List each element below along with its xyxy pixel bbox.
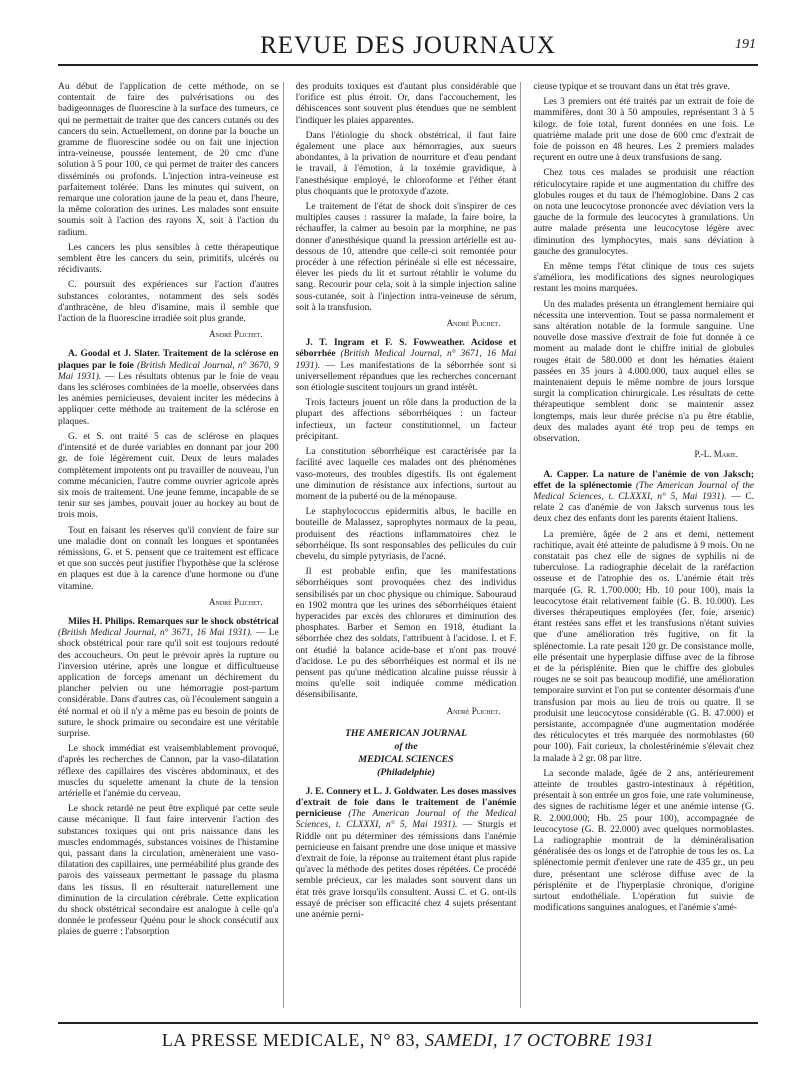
paragraph: Le staphylococcus epidermitis albus, le bacille en bouteille de Malassez, saprophytes normaux de la peau, produisent des réactions inflammatoires chez le séborrhéique. Ils sont responsables des pellicules du cuir chevelu, du simple pytyriasis, de l'acné. (295, 507, 517, 562)
article-text: — Sturgis et Riddle ont pu déterminer des rémissions dans l'anémie pernicieuse en faisant prendre une dose unique et massive d'extrait de foie, la réponse au traitement étant plus rapide qu'avec la méthode des petites doses répétées. Ce procédé semble précieux, car les malades sont souvent dans un état très grave lorsqu'ils consultent. Aussi C. et G. ont-ils essayé de préciser son efficacité chez 4 sujets présentant une anémie perni- (295, 820, 517, 920)
article-philips (58, 617, 279, 740)
column-1 (58, 82, 284, 1008)
paragraph: Au début de l'application de cette méthode, on se contentait de faire des pulvérisations ou des badigeonnages de fluorescine à la surface des tumeurs, ce qui ne permettait de traiter que des cancers cutanés ou des cancers du sein. Actuellement, on donne par la bouche un gramme de fluorescine sodée ou on fait une injection intra-veineuse, poussée lentement, de 20 cmc d'une solution à 5 pour 100, ce qui permet de traiter des cancers disséminés ou profonds. L'injection intra-veineuse est parfaitement tolérée. Dans les minutes qui suivent, on remarque une coloration jaune de la peau et, dans l'heure, la même coloration des urines. Les malades sont ensuite soumis soit à l'action des rayons X, soit à l'action du radium. (58, 82, 279, 238)
paragraph: Un des malades présenta un étranglement herniaire qui nécessita une intervention. Tout se passa normalement et sans altération notable de la formule sanguine. Une nouvelle dose massive d'extrait de foie fut donnée à ce moment au malade dont le chiffre initial de globules rouges était de 580.000 et dont les hématies étaient passées en 35 jours à 4.000.000, taux auquel elles se maintenaient depuis le même nombre de jours lorsque surgit la complication chirurgicale. Les résultats de cette thérapeutique semblent donc se maintenir assez longtemps, mais leur durée précise n'a pu être établie, deux des malades ayant été trop peu de temps en observation. (533, 299, 755, 445)
article-source: (British Medical Journal, n° 3670, 9 Mai 1931). (58, 360, 279, 382)
paragraph: cieuse typique et se trouvant dans un état très grave. (533, 82, 730, 92)
article-source: (The American Journal of the Medical Sciences, t. CLXXXI, n° 5, Mai 1931). (295, 809, 517, 831)
article-source: (British Medical Journal, n° 3671, 16 Mai 1931). (295, 349, 517, 371)
paragraph: Il est probable enfin, que les manifestations séborrhéiques sont provoquées chez des individus sensibilisés par un choc physique ou chimique. Sabouraud en 1902 montra que les urines des séborrhéiques étaient hyperacides par excès des chlorures et diminution des phosphates. Barber et Semon en 1918, étudiant la séborrhée chez des soldats, l'attribuent à l'acidose. I. et F. ont étudié la balance acide-base et n'ont pas trouvé d'acidose. Le pu des séborrhéiques est normal et ils ne pensent pas qu'une médication alcaline puisse réussir à moins qu'elle soit indiquée comme médication désensibilisante. (295, 567, 517, 701)
paragraph: Chez tous ces malades se produisit une réaction réticulocytaire rapide et une augmentation du chiffre des globules rouges et du taux de l'hémoglobine. Dans 2 cas on nota une leucocytose prononcée avec déviation vers la gauche de la formule des leucocytes à granulations. Un autre malade présenta une leucocytose légère avec diminution des lymphocytes, mais sans déviation à gauche des granulocytes. (533, 168, 755, 257)
article-title: A. Capper. La nature de l'anémie de von Jaksch; effet de la splénectomie (533, 469, 755, 491)
author-signature: André Plichet. (446, 318, 501, 329)
column-2 (296, 82, 522, 1008)
paragraph: Les 3 premiers ont été traités par un extrait de foie de mammifères, dont 30 à 50 ampoules, représentant 3 à 5 kilogr. de foie total, furent données en une fois. Le quatrième malade prit une dose de 600 cmc d'extrait de foie de poisson en 48 heures. Les 2 premiers malades reçurent en outre une à deux transfusions de sang. (533, 97, 755, 164)
article-connery-goldwater (296, 787, 517, 921)
article-source: (The American Journal of the Medical Sciences, t. CLXXXI, n° 5, Mai 1931). (533, 480, 755, 502)
article-title: J. T. Ingram et F. S. Fowweather. Acidose et séborrhée (295, 338, 517, 360)
paragraph: La première, âgée de 2 ans et demi, nettement rachitique, avait été atteinte de paludisme à 9 mois. On ne constatait pas chez elle de signes de syphilis ni de tuberculose. La radiographie décelait de la raréfaction osseuse et de l'atrophie des os. L'anémie était très marquée (G. R. 1.700.000; Hb. 10 pour 100), mais la leucocytose était relativement faible (G. B. 10.000). Les diverses thérapeutiques employées (fer, foie, arsenic) étant restées sans effet et les transfusions n'étant suivies que d'une amélioration très fugitive, on fit la splénectomie. La rate pesait 120 gr. De consistance molle, elle présentait une hyperplasie diffuse avec de la fibrose et de la périsplénite. Bien que le chiffre des globules rouges ne se soit pas beaucoup modifié, une amélioration temporaire survint et l'on put se contenter désormais d'une transfusion par mois au lieu de trois ou quatre. Il se produisit une leucocytose considérable (G. B. 47.000) et persistante, accompagnée d'une augmentation modérée des réticulocytes et très marquée des normoblastes (60 pour 100). Fait curieux, la cholestérinémie s'élevait chez la malade à 2 gr. 08 par litre. (533, 529, 755, 764)
article-goodal-slater (58, 349, 279, 427)
running-header (58, 30, 758, 66)
author-signature: André Plichet. (446, 705, 501, 716)
paragraph: G. et S. ont traité 5 cas de sclérose en plaques d'intensité et de durée variables en donnant par jour 200 gr. de foie légèrement cuit. Deux de leurs malades complètement impotents ont pu travailler de nouveau, l'un comme mécanicien, l'autre comme ouvrier agricole après six mois de traitement. Une jeune femme, incapable de se tenir sur ses jambes, pouvait jouer au hockey au bout de trois mois. (58, 431, 279, 521)
article-source: (British Medical Journal, n° 3671, 16 Mai 1931). (58, 628, 253, 639)
journal-heading-line: of the (394, 740, 418, 752)
paragraph: Dans l'étiologie du shock obstétrical, il faut faire également une place aux hémorragies, aux sueurs abondantes, à la privation de nourriture et d'eau pendant le travail, à l'émotion, à la toxémie gravidique, à l'anesthésique employé, le chloroforme et l'éther étant plus choquants que le protoxyde d'azote. (295, 130, 517, 197)
paragraph: Le traitement de l'état de shock doit s'inspirer de ces multiples causes : rassurer la malade, la faire boire, la réchauffer, la calmer au besoin par la morphine, ne pas donner d'anesthésique quand la pression artérielle est au-dessous de 10, attendre que celle-ci soit remontée pour procéder à une réfection périnéale si elle est nécessaire, élever les pieds du lit et surtout rétablir le volume du sang. Recourir pour cela, soit à la simple injection saline sous-cutanée, soit à l'injection intra-veineuse de sérum, soit à la transfusion. (295, 202, 517, 313)
page-footer (58, 1022, 758, 1060)
article-text: — Les résultats obtenus par le foie de veau dans les scléroses combinées de la moelle, observées dans les anémies pernicieuses, devaient inciter les médecins à appliquer cette méthode au traitement de la sclérose en plaques. (58, 371, 279, 427)
author-signature: André Plichet. (209, 329, 263, 340)
article-text: — Le shock obstétrical pour rare qu'il soit est toujours redouté des accoucheurs. On peut le prévoir après la rupture ou l'inversion utérine, après une longue et difficultueuse application de forceps amenant un déchirement du plancher pelvien ou une hémorragie post-partum considérable. Dans d'autres cas, où l'écoulement sanguin a été normal et où il n'y a même pas eu besoin de points de suture, le shock primaire ou secondaire est une véritable surprise. (58, 628, 279, 739)
paragraph: En même temps l'état clinique de tous ces sujets s'améliora, les modifications des signes neurologiques restant les moins marquées. (533, 262, 755, 295)
journal-heading (296, 727, 517, 779)
footer-publication: LA PRESSE MEDICALE, N° 83, (161, 1030, 421, 1050)
paragraph: Le shock immédiat est vraisemblablement provoqué, d'après les recherches de Cannon, par la vaso-dilatation réflexe des capillaires des viscères abdominaux, et des muscles du squelette amenant la chute de la tension artérielle et l'anémie du cerveau. (58, 744, 279, 799)
paragraph: Le shock retardé ne peut être expliqué par cette seule cause mécanique. Il faut faire intervenir l'action des substances toxiques qui ont pris naissance dans les muscles endommagés, substances voisines de l'histamine qui, passant dans la circulation, amèneraient une vaso-dilatation des capillaires, une perméabilité plus grande des parois des vaisseaux permettant le passage du plasma dans les tissus. Il en résulterait naturellement une diminution de la circulation cérébrale. Cette explication du shock obstétrical secondaire est analogue à celle qu'a donnée le professeur Quénu pour le shock consécutif aux plaies de guerre : l'absorption (58, 804, 279, 938)
paragraph: C. poursuit des expériences sur l'action d'autres substances colorantes, notamment des sels sodés d'anthracène, de bleu d'isamine, mais il semble que l'action de la fluorescine irradiée soit plus grande. (58, 280, 279, 325)
article-ingram-fowweather (296, 338, 517, 394)
journal-heading-line: MEDICAL SCIENCES (358, 753, 454, 765)
article-text: — Les manifestations de la séborrhée sont si universellement répandues que les recherches concernant son étiologie suscitent toujours un grand intérêt. (295, 360, 517, 394)
paragraph: La constitution séborrhéique est caractérisée par la facilité avec laquelle ces malades ont des phénomènes vaso-moteurs, des troubles digestifs. Ils ont également une diminution de résistance aux infections, surtout au moment de la puberté ou de la ménopause. (295, 447, 517, 502)
journal-section-title: REVUE DES JOURNAUX (260, 32, 556, 59)
paragraph: Trois facteurs jouent un rôle dans la production de la plupart des affections séborrhéiques : un facteur infectieux, un facteur constitutionnel, un facteur précipitant. (295, 398, 517, 442)
journal-heading-line: (Philadelphie) (377, 766, 435, 778)
journal-heading-line: THE AMERICAN JOURNAL (344, 727, 468, 739)
paragraph: des produits toxiques est d'autant plus considérable que l'orifice est plus étroit. Or, dans l'accouchement, les déhiscences sont souvent plus étendues que ne semblent l'indiquer les plaies apparentes. (295, 82, 517, 126)
article-columns (58, 82, 758, 1008)
paragraph: Tout en faisant les réserves qu'il convient de faire sur une maladie dont on connaît les longues et spontanées rémissions, G. et S. pensent que ce traitement est efficace et que son succès peut justifier l'hypothèse que la sclérose en plaques est due à la carence d'une hormone ou d'une vitamine. (58, 525, 279, 592)
article-title: Miles H. Philips. Remarques sur le shock obstétrical (68, 616, 279, 627)
column-3 (533, 82, 758, 1008)
paragraph: La seconde malade, âgée de 2 ans, antérieurement atteinte de troubles gastro-intestinaux à répétition, présentait à son entrée un gros foie, une rate volumineuse, des signes de rachitisme léger et une anémie intense (G. R. 2.000.000; Hb. 25 pour 100), accompagnée de leucocytose (G. B. 22.000) avec quelques normoblastes. La radiographie montrait de la déminéralisation généralisée des os longs et de l'atrophie de tous les os. La splénectomie permit d'enlever une rate de 435 gr., un peu dure, présentant une sclérose diffuse avec de la périsplénite et de l'hyperplasie chronique, d'origine surtout endothéliale. L'opération fut suivie de modifications sanguines analogues, et l'anémie s'amé- (533, 768, 755, 914)
author-signature: P.-L. Marie. (694, 449, 739, 460)
article-title: J. E. Connery et L. J. Goldwater. Les doses massives d'extrait de foie dans le traitement de l'anémie pernicieuse (295, 786, 517, 820)
article-title: A. Goodal et J. Slater. Traitement de la sclérose en plaques par le foie (58, 349, 279, 371)
page-number: 191 (735, 37, 756, 52)
footer-date: SAMEDI, 17 OCTOBRE 1931 (425, 1030, 655, 1050)
article-text: — C. relate 2 cas d'anémie de von Jaksch survenus tous les deux chez des enfants dont les parents étaient Italiens. (533, 491, 755, 525)
article-capper (533, 470, 754, 526)
author-signature: André Plichet. (209, 596, 263, 607)
paragraph: Les cancers les plus sensibles à cette thérapeutique semblent être les cancers du sein, primitifs, ulcérés ou récidivants. (58, 242, 279, 276)
